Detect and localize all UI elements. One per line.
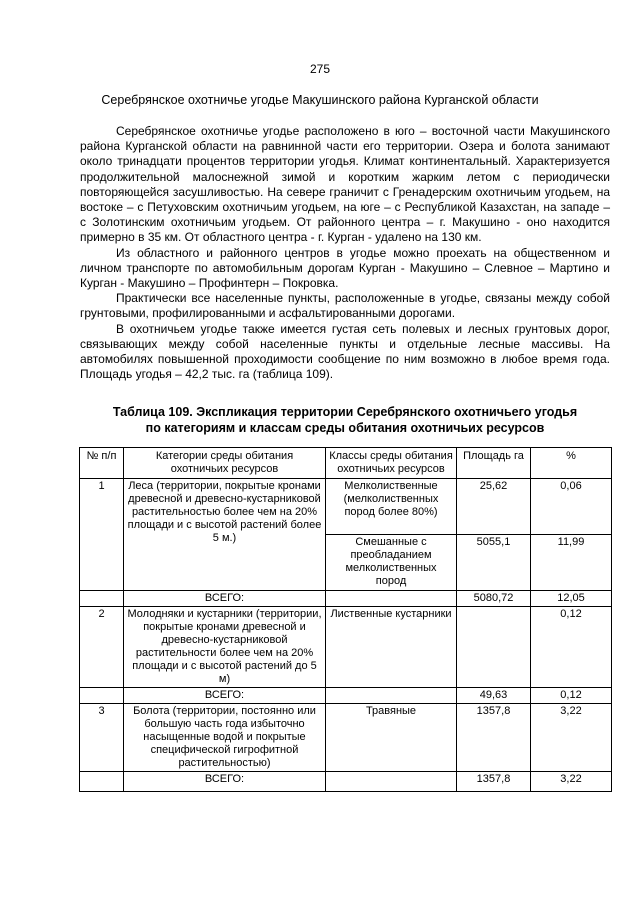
- cell-percent: 0,12: [531, 688, 612, 704]
- cell-class: Мелколиственные (мелколиственных пород более 80%): [326, 479, 457, 535]
- table-title-line: Таблица 109. Экспликация территории Серебрянского охотничьего угодья: [112, 405, 578, 419]
- cell-area: 5080,72: [457, 591, 531, 607]
- header-area: Площадь га: [457, 448, 531, 479]
- cell-area: 25,62: [457, 479, 531, 535]
- cell-num: 3: [80, 704, 124, 772]
- header-category: Категории среды обитания охотничьих ресурсов: [124, 448, 326, 479]
- table-title: [80, 404, 610, 436]
- explication-table: [79, 447, 612, 792]
- cell-percent: 3,22: [531, 772, 612, 792]
- cell-percent: 0,12: [531, 607, 612, 688]
- cell-area: [457, 607, 531, 688]
- table-total-row: [80, 772, 612, 792]
- cell-class: Травяные: [326, 704, 457, 772]
- cell-total-label: ВСЕГО:: [124, 688, 326, 704]
- cell-class: Смешанные с преобладанием мелколиственных пород: [326, 535, 457, 591]
- cell-percent: 12,05: [531, 591, 612, 607]
- table-row: [80, 704, 612, 772]
- cell-empty: [80, 772, 124, 792]
- cell-category: Леса (территории, покрытые кронами древесной и древесно-кустарниковой растительностью более чем на 20% площади и с высотой растений более 5 м.): [124, 479, 326, 591]
- paragraph: Серебрянское охотничье угодье расположено в юго – восточной части Макушинского района Курганской области на равнинной части его территории. Озера и болота занимают около тринадцати процентов территории угодья. Климат континентальный. Характеризуется продолжительной малоснежной зимой и коротким жарким летом с периодически повторяющейся засушливостью. На севере граничит с Гренадерским охотничьим угодьем, на востоке – с Петуховским охотничьим угодьем, на юге – с Республикой Казахстан, на западе – с Золотинским охотничьим угодьем. От районного центра – г. Макушино - оно находится примерно в 35 км. От областного центра - г. Курган - удалено на 130 км.: [80, 124, 610, 245]
- cell-class: Лиственные кустарники: [326, 607, 457, 688]
- cell-total-label: ВСЕГО:: [124, 591, 326, 607]
- cell-category: Болота (территории, постоянно или большую часть года избыточно насыщенные водой и покрытые специфической гигрофитной растительностью): [124, 704, 326, 772]
- table-total-row: [80, 591, 612, 607]
- header-num: № п/п: [80, 448, 124, 479]
- cell-empty: [326, 591, 457, 607]
- paragraph: Из областного и районного центров в угодье можно проехать на общественном и личном транспорте по автомобильным дорогам Курган - Макушино – Слевное – Мартино и Курган - Макушино – Профинтерн – Покровка.: [80, 245, 610, 291]
- table-header-row: [80, 448, 612, 479]
- cell-empty: [80, 591, 124, 607]
- cell-percent: 0,06: [531, 479, 612, 535]
- cell-category: Молодняки и кустарники (территории, покрытые кронами древесной и древесно-кустарниковой растительности более чем на 20% площади и с высотой растений до 5 м): [124, 607, 326, 688]
- table-row: [80, 479, 612, 535]
- cell-area: 1357,8: [457, 772, 531, 792]
- cell-total-label: ВСЕГО:: [124, 772, 326, 792]
- cell-empty: [326, 772, 457, 792]
- header-percent: %: [531, 448, 612, 479]
- cell-percent: 11,99: [531, 535, 612, 591]
- table-row: [80, 607, 612, 688]
- paragraph: В охотничьем угодье также имеется густая сеть полевых и лесных грунтовых дорог, связывающих между собой населенные пункты и отдельные лесные массивы. На автомобилях повышенной проходимости сообщение по ним возможно в любое время года. Площадь угодья – 42,2 тыс. га (таблица 109).: [80, 321, 610, 382]
- cell-num: 1: [80, 479, 124, 591]
- table-total-row: [80, 688, 612, 704]
- cell-empty: [80, 688, 124, 704]
- paragraph: Практически все населенные пункты, расположенные в угодье, связаны между собой грунтовыми, профилированными и асфальтированными дорогами.: [80, 291, 610, 321]
- cell-empty: [326, 688, 457, 704]
- cell-percent: 3,22: [531, 704, 612, 772]
- page-number: 275: [309, 62, 331, 76]
- section-heading: Серебрянское охотничье угодье Макушинского района Курганской области: [101, 93, 539, 107]
- table-title-line: по категориям и классам среды обитания охотничьих ресурсов: [145, 421, 545, 435]
- cell-num: 2: [80, 607, 124, 688]
- cell-area: 1357,8: [457, 704, 531, 772]
- cell-area: 49,63: [457, 688, 531, 704]
- body-text: [80, 124, 610, 382]
- header-class: Классы среды обитания охотничьих ресурсов: [326, 448, 457, 479]
- cell-area: 5055,1: [457, 535, 531, 591]
